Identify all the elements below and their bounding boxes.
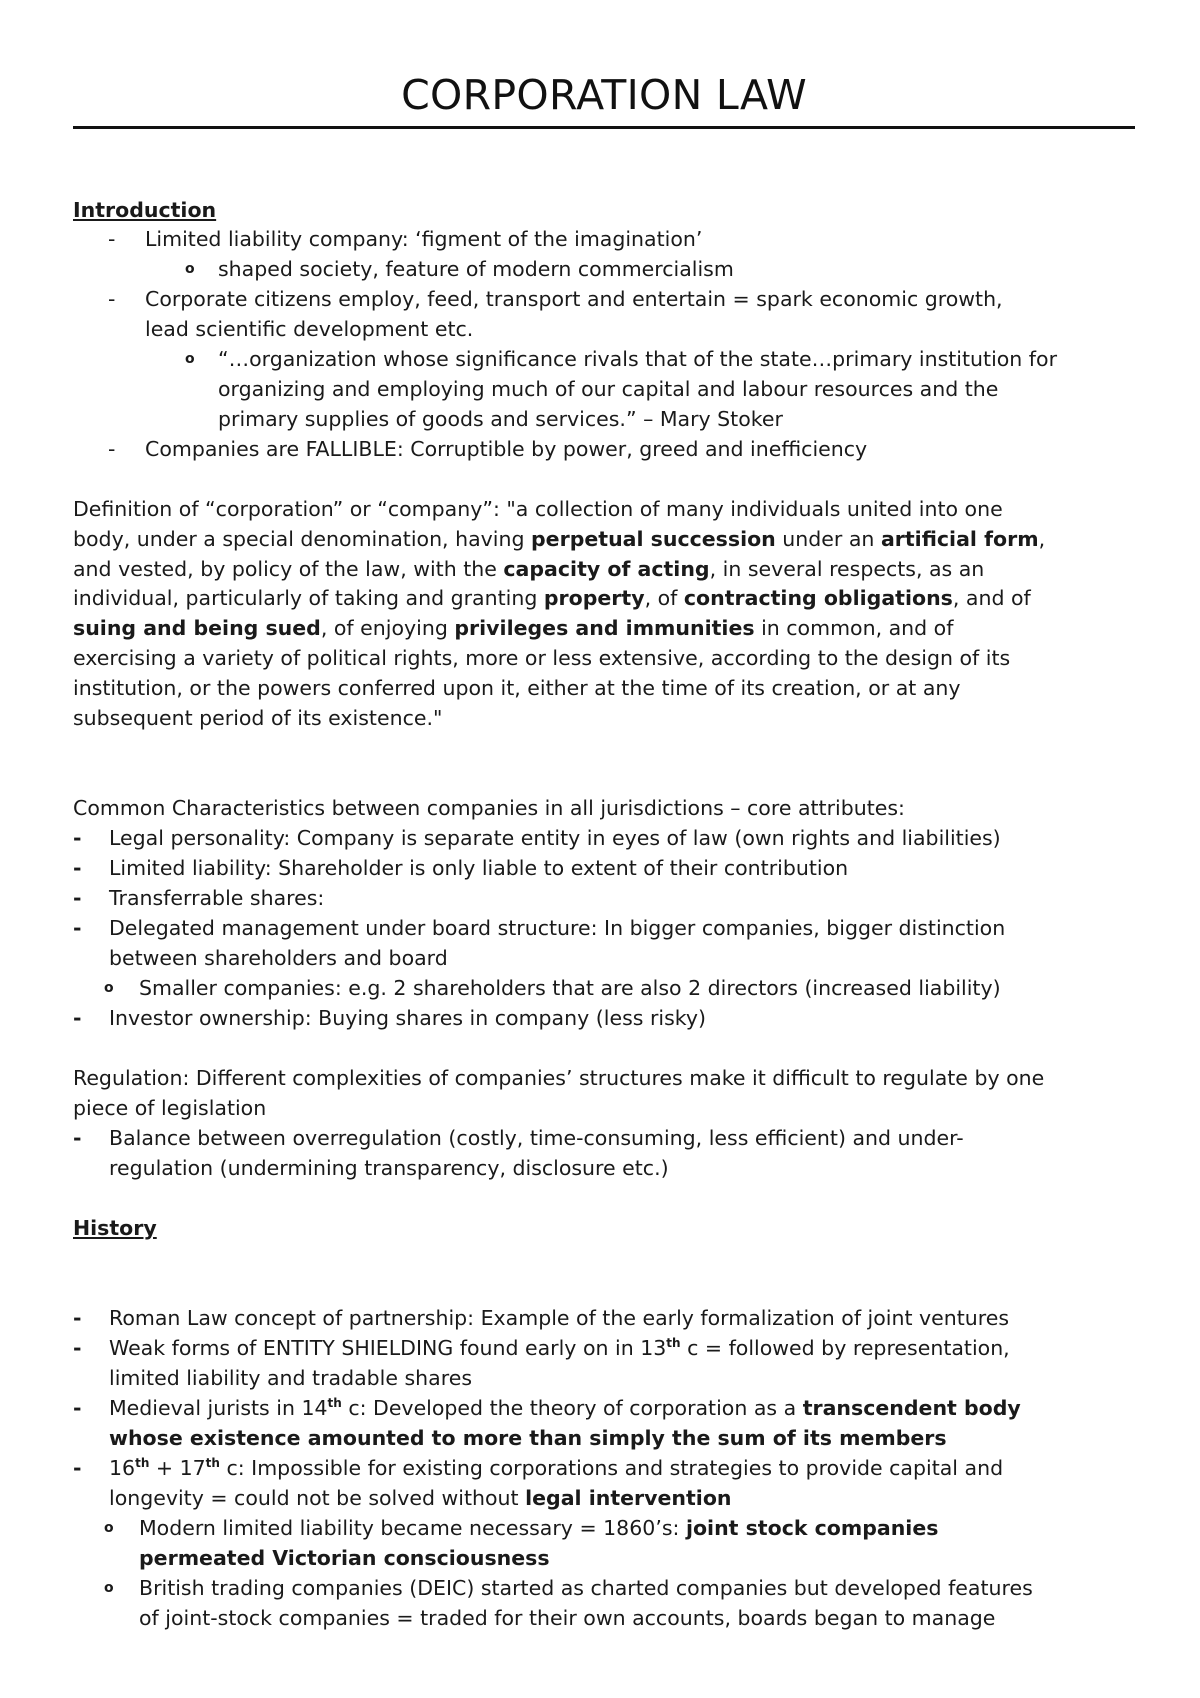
title-underline [73,126,1135,129]
intro-bullet-3: Companies are FALLIBLE: Corruptible by power, greed and inefficiency [145,437,868,461]
history-entity-shielding-line-1: Weak forms of ENTITY SHIELDING found early on in 13th c = followed by representation, [109,1336,1010,1360]
definition-line-4: individual, particularly of taking and granting property, of contracting obligations, and of [73,586,1031,610]
history-medieval-jurists-line-1: Medieval jurists in 14th c: Developed the theory of corporation as a transcendent body [109,1396,1021,1420]
history-limited-liability-line-1: Modern limited liability became necessary = 1860’s: joint stock companies [139,1516,939,1540]
sub-bullet-marker: o [185,351,195,367]
sub-bullet-marker: o [185,261,195,277]
page-title: CORPORATION LAW [401,71,807,119]
characteristic-legal-personality: Legal personality: Company is separate entity in eyes of law (own rights and liabilities) [109,826,1001,850]
dash-marker: - [73,1126,82,1150]
characteristic-smaller-companies: Smaller companies: e.g. 2 shareholders that are also 2 directors (increased liability) [139,976,1001,1000]
regulation-line-1: Regulation: Different complexities of companies’ structures make it difficult to regulate by one [73,1066,1045,1090]
history-roman-law: Roman Law concept of partnership: Example of the early formalization of joint ventures [109,1306,1010,1330]
intro-bullet-1-sub: shaped society, feature of modern commercialism [218,257,734,281]
sub-bullet-marker: o [104,980,114,996]
history-british-trading-line-1: British trading companies (DEIC) started as charted companies but developed features [139,1576,1033,1600]
history-british-trading-line-2: of joint-stock companies = traded for their own accounts, boards began to manage [139,1606,996,1630]
history-limited-liability-line-2: permeated Victorian consciousness [139,1546,550,1570]
dash-marker: - [108,437,116,461]
regulation-line-2: piece of legislation [73,1096,267,1120]
dash-marker: - [73,886,82,910]
characteristic-limited-liability: Limited liability: Shareholder is only liable to extent of their contribution [109,856,849,880]
definition-line-1: Definition of “corporation” or “company”: "a collection of many individuals united into one [73,497,1003,521]
stoker-quote-line-3: primary supplies of goods and services.” – Mary Stoker [218,407,783,431]
intro-bullet-1: Limited liability company: ‘figment of the imagination’ [145,227,703,251]
dash-marker: - [73,1336,82,1360]
history-entity-shielding-line-2: limited liability and tradable shares [109,1366,473,1390]
characteristic-delegated-management-line-2: between shareholders and board [109,946,448,970]
definition-line-8: subsequent period of its existence." [73,706,443,730]
dash-marker: - [73,1456,82,1480]
intro-bullet-2-line-2: lead scientific development etc. [145,317,474,341]
dash-marker: - [73,916,82,940]
history-medieval-jurists-line-2: whose existence amounted to more than simply the sum of its members [109,1426,947,1450]
introduction-heading: Introduction [73,198,217,222]
dash-marker: - [108,287,116,311]
definition-line-2: body, under a special denomination, having perpetual succession under an artificial form, [73,527,1046,551]
history-16th-17th-line-2: longevity = could not be solved without legal intervention [109,1486,732,1510]
regulation-balance-line-1: Balance between overregulation (costly, time-consuming, less efficient) and under- [109,1126,964,1150]
definition-line-7: institution, or the powers conferred upon it, either at the time of its creation, or at any [73,676,961,700]
stoker-quote-line-2: organizing and employing much of our capital and labour resources and the [218,377,999,401]
dash-marker: - [73,1306,82,1330]
characteristic-investor-ownership: Investor ownership: Buying shares in company (less risky) [109,1006,707,1030]
dash-marker: - [73,856,82,880]
intro-bullet-2-line-1: Corporate citizens employ, feed, transport and entertain = spark economic growth, [145,287,1003,311]
history-heading: History [73,1216,157,1240]
stoker-quote-line-1: “…organization whose significance rivals that of the state…primary institution for [218,347,1057,371]
dash-marker: - [73,1396,82,1420]
dash-marker: - [108,227,116,251]
characteristics-lead: Common Characteristics between companies in all jurisdictions – core attributes: [73,796,905,820]
dash-marker: - [73,826,82,850]
regulation-balance-line-2: regulation (undermining transparency, disclosure etc.) [109,1156,669,1180]
characteristic-transferrable-shares: Transferrable shares: [109,886,325,910]
dash-marker: - [73,1006,82,1030]
characteristic-delegated-management-line-1: Delegated management under board structure: In bigger companies, bigger distinction [109,916,1006,940]
sub-bullet-marker: o [104,1520,114,1536]
definition-line-6: exercising a variety of political rights, more or less extensive, according to the design of its [73,646,1011,670]
history-16th-17th-line-1: 16th + 17th c: Impossible for existing corporations and strategies to provide capital and [109,1456,1004,1480]
sub-bullet-marker: o [104,1580,114,1596]
definition-line-5: suing and being sued, of enjoying privileges and immunities in common, and of [73,616,954,640]
definition-line-3: and vested, by policy of the law, with the capacity of acting, in several respects, as an [73,557,985,581]
